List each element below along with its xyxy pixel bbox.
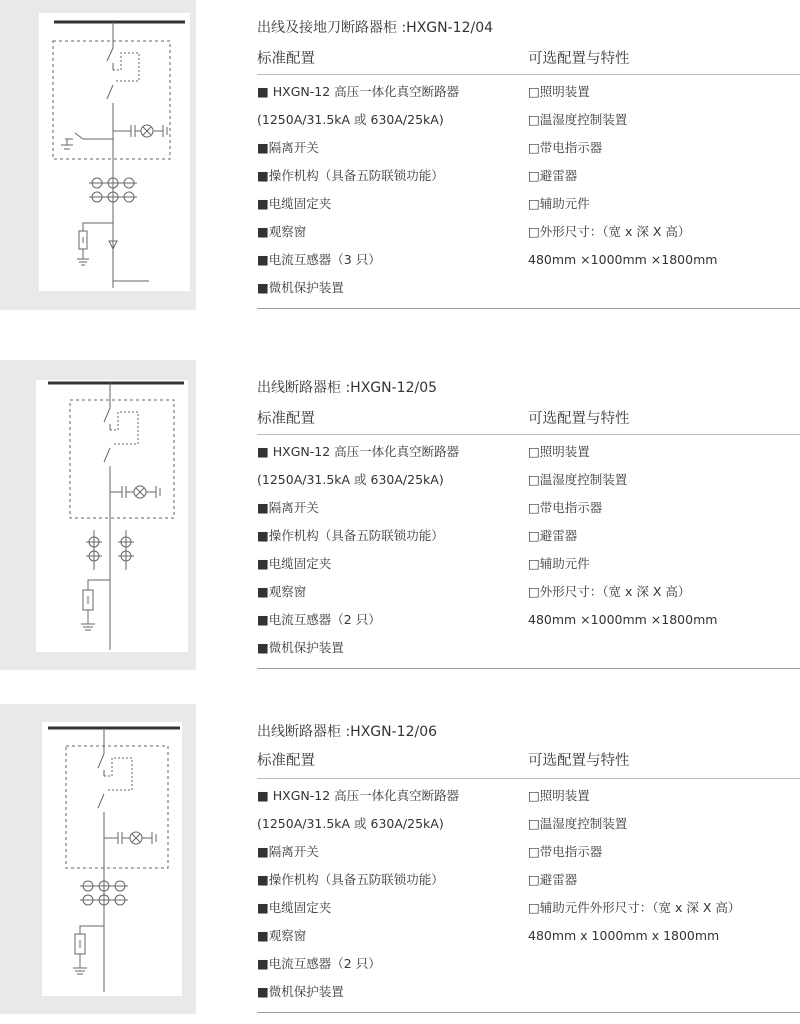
cabinet-info: [257, 0, 800, 310]
list-item: ■隔离开关: [257, 844, 319, 859]
list-item: □带电指示器: [528, 844, 603, 859]
list-item: □避雷器: [528, 168, 578, 183]
list-item: ■观察窗: [257, 224, 307, 239]
standard-config-header: 标准配置: [257, 411, 315, 427]
list-item: ■ HXGN-12 高压一体化真空断路器: [257, 444, 460, 459]
section-divider: [257, 1012, 800, 1013]
optional-config-list: [528, 78, 717, 274]
list-item: □外形尺寸：（宽 x 深 X 高）: [528, 584, 691, 599]
list-item: □照明装置: [528, 444, 590, 459]
header-divider: [257, 74, 800, 75]
list-item: ■观察窗: [257, 928, 307, 943]
list-item: 480mm x 1000mm x 1800mm: [528, 928, 720, 943]
diagram-svg-06: [42, 722, 182, 996]
optional-config-header: 可选配置与特性: [528, 753, 630, 769]
list-item: ■观察窗: [257, 584, 307, 599]
standard-config-header: 标准配置: [257, 753, 315, 769]
list-item: □温湿度控制装置: [528, 472, 628, 487]
cabinet-title: 出线断路器柜 :HXGN-12/06: [257, 724, 438, 740]
list-item: ■电缆固定夹: [257, 900, 332, 915]
list-item: □辅助元件: [528, 556, 590, 571]
list-item: ■隔离开关: [257, 500, 319, 515]
single-line-diagram: [39, 13, 190, 291]
list-item: ■微机保护装置: [257, 280, 344, 295]
list-item: ■操作机构（具备五防联锁功能）: [257, 168, 444, 183]
list-item: (1250A/31.5kA 或 630A/25kA): [257, 816, 444, 831]
list-item: □辅助元件外形尺寸：（宽 x 深 X 高）: [528, 900, 741, 915]
optional-config-header: 可选配置与特性: [528, 411, 630, 427]
list-item: (1250A/31.5kA 或 630A/25kA): [257, 112, 444, 127]
list-item: □辅助元件: [528, 196, 590, 211]
standard-config-list: [257, 782, 459, 1006]
single-line-diagram: [36, 380, 188, 652]
cabinet-title: 出线断路器柜 :HXGN-12/05: [257, 380, 438, 396]
list-item: ■微机保护装置: [257, 640, 344, 655]
list-item: □避雷器: [528, 528, 578, 543]
cabinet-info: [257, 704, 800, 1014]
list-item: ■电流互感器（3 只）: [257, 252, 381, 267]
standard-config-list: [257, 78, 459, 302]
list-item: ■ HXGN-12 高压一体化真空断路器: [257, 788, 460, 803]
diagram-svg-04: [39, 13, 190, 291]
optional-config-header: 可选配置与特性: [528, 51, 630, 67]
list-item: □温湿度控制装置: [528, 112, 628, 127]
list-item: □带电指示器: [528, 500, 603, 515]
list-item: 480mm ×1000mm ×1800mm: [528, 252, 718, 267]
cabinet-title: 出线及接地刀断路器柜 :HXGN-12/04: [257, 20, 494, 36]
header-divider: [257, 434, 800, 435]
list-item: ■电缆固定夹: [257, 556, 332, 571]
optional-config-list: [528, 782, 740, 950]
list-item: □照明装置: [528, 788, 590, 803]
list-item: □外形尺寸：（宽 x 深 X 高）: [528, 224, 691, 239]
list-item: ■隔离开关: [257, 140, 319, 155]
header-divider: [257, 778, 800, 779]
standard-config-header: 标准配置: [257, 51, 315, 67]
list-item: (1250A/31.5kA 或 630A/25kA): [257, 472, 444, 487]
list-item: ■ HXGN-12 高压一体化真空断路器: [257, 84, 460, 99]
list-item: □照明装置: [528, 84, 590, 99]
list-item: ■操作机构（具备五防联锁功能）: [257, 872, 444, 887]
list-item: ■电缆固定夹: [257, 196, 332, 211]
list-item: ■微机保护装置: [257, 984, 344, 999]
diagram-svg-05: [36, 380, 188, 652]
cabinet-info: [257, 360, 800, 670]
list-item: ■操作机构（具备五防联锁功能）: [257, 528, 444, 543]
list-item: □避雷器: [528, 872, 578, 887]
list-item: □带电指示器: [528, 140, 603, 155]
list-item: ■电流互感器（2 只）: [257, 956, 381, 971]
list-item: 480mm ×1000mm ×1800mm: [528, 612, 718, 627]
optional-config-list: [528, 438, 717, 634]
section-divider: [257, 308, 800, 309]
list-item: ■电流互感器（2 只）: [257, 612, 381, 627]
list-item: □温湿度控制装置: [528, 816, 628, 831]
single-line-diagram: [42, 722, 182, 996]
standard-config-list: [257, 438, 459, 662]
section-divider: [257, 668, 800, 669]
